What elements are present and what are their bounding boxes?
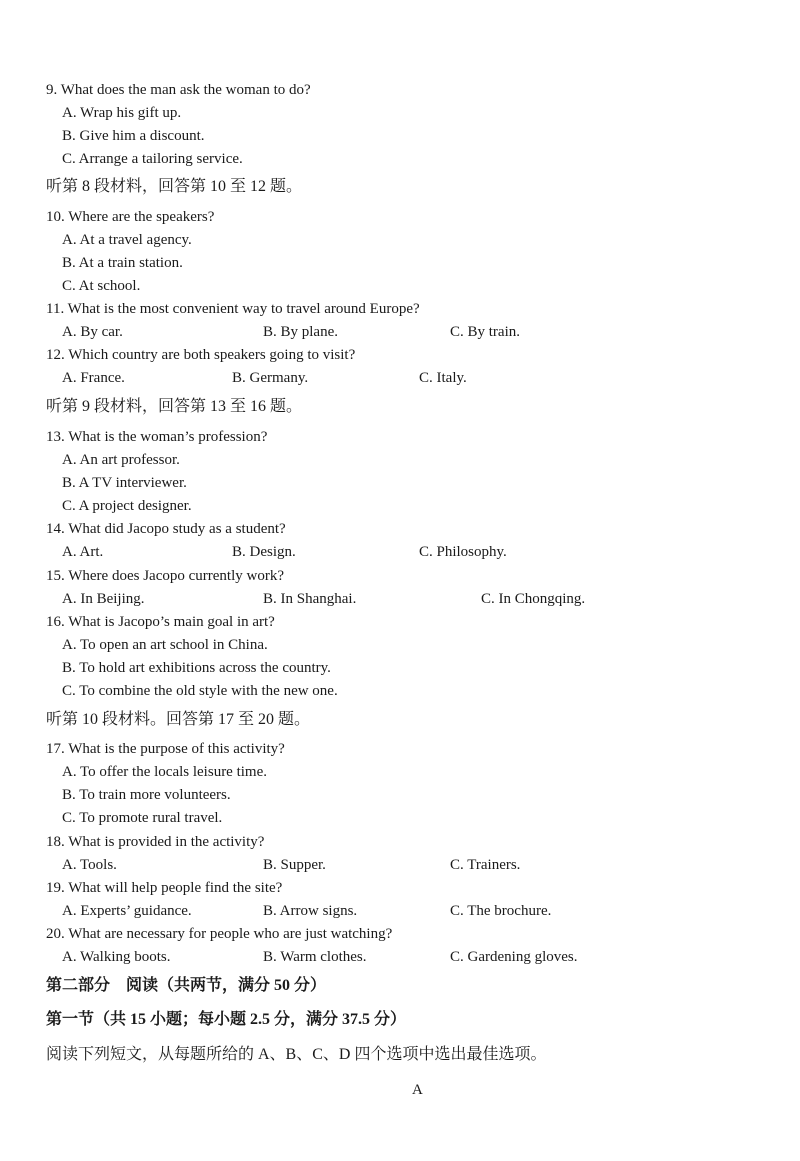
passage-label: A <box>412 1082 423 1098</box>
question-10-option-c: C. At school. <box>62 278 141 294</box>
reading-instructions: 阅读下列短文，从每题所给的 A、B、C、D 四个选项中选出最佳选项。 <box>46 1046 547 1063</box>
question-10-option-a: A. At a travel agency. <box>62 232 192 248</box>
question-15-option-c: C. In Chongqing. <box>481 591 586 607</box>
question-14-stem: 14. What did Jacopo study as a student? <box>46 521 286 537</box>
question-18-stem: 18. What is provided in the activity? <box>46 834 265 850</box>
question-9-option-a: A. Wrap his gift up. <box>62 105 182 121</box>
section-8-heading: 听第 8 段材料，回答第 10 至 12 题。 <box>46 178 303 195</box>
question-17-stem: 17. What is the purpose of this activity? <box>46 741 285 757</box>
question-12-option-b: B. Germany. <box>232 370 309 386</box>
question-20-stem: 20. What are necessary for people who are just watching? <box>46 926 393 942</box>
question-11-stem: 11. What is the most convenient way to travel around Europe? <box>46 301 420 317</box>
question-17-option-a: A. To offer the locals leisure time. <box>62 764 268 780</box>
part-2-section-1-heading: 第一节（共 15 小题；每小题 2.5 分，满分 37.5 分） <box>46 1011 407 1028</box>
question-11-option-c: C. By train. <box>450 324 520 340</box>
question-16-option-a: A. To open an art school in China. <box>62 637 268 653</box>
part-2-heading: 第二部分 阅读（共两节，满分 50 分） <box>46 977 327 994</box>
question-16-option-b: B. To hold art exhibitions across the country. <box>62 660 331 676</box>
question-14-option-a: A. Art. <box>62 544 104 560</box>
question-13-option-a: A. An art professor. <box>62 452 180 468</box>
question-19-option-b: B. Arrow signs. <box>263 903 358 919</box>
question-10-stem: 10. Where are the speakers? <box>46 209 215 225</box>
question-19-stem: 19. What will help people find the site? <box>46 880 283 896</box>
question-13-option-c: C. A project designer. <box>62 498 192 514</box>
question-18-option-b: B. Supper. <box>263 857 326 873</box>
question-14-option-c: C. Philosophy. <box>419 544 507 560</box>
question-13-stem: 13. What is the woman’s profession? <box>46 429 268 445</box>
section-9-heading: 听第 9 段材料，回答第 13 至 16 题。 <box>46 398 303 415</box>
question-19-option-c: C. The brochure. <box>450 903 552 919</box>
question-20-option-a: A. Walking boots. <box>62 949 171 965</box>
question-11-option-a: A. By car. <box>62 324 123 340</box>
question-15-option-b: B. In Shanghai. <box>263 591 357 607</box>
question-9-option-c: C. Arrange a tailoring service. <box>62 151 243 167</box>
question-12-option-c: C. Italy. <box>419 370 467 386</box>
question-9-option-b: B. Give him a discount. <box>62 128 205 144</box>
question-20-option-c: C. Gardening gloves. <box>450 949 578 965</box>
question-18-option-c: C. Trainers. <box>450 857 521 873</box>
question-19-option-a: A. Experts’ guidance. <box>62 903 192 919</box>
question-12-stem: 12. Which country are both speakers going to visit? <box>46 347 356 363</box>
question-16-stem: 16. What is Jacopo’s main goal in art? <box>46 614 275 630</box>
question-16-option-c: C. To combine the old style with the new one. <box>62 683 338 699</box>
question-20-option-b: B. Warm clothes. <box>263 949 367 965</box>
question-18-option-a: A. Tools. <box>62 857 117 873</box>
question-14-option-b: B. Design. <box>232 544 296 560</box>
question-13-option-b: B. A TV interviewer. <box>62 475 187 491</box>
question-12-option-a: A. France. <box>62 370 125 386</box>
section-10-heading: 听第 10 段材料。回答第 17 至 20 题。 <box>46 711 311 728</box>
question-9-stem: 9. What does the man ask the woman to do? <box>46 82 311 98</box>
question-15-stem: 15. Where does Jacopo currently work? <box>46 568 284 584</box>
question-17-option-b: B. To train more volunteers. <box>62 787 231 803</box>
question-17-option-c: C. To promote rural travel. <box>62 810 223 826</box>
question-15-option-a: A. In Beijing. <box>62 591 145 607</box>
question-10-option-b: B. At a train station. <box>62 255 183 271</box>
question-11-option-b: B. By plane. <box>263 324 338 340</box>
